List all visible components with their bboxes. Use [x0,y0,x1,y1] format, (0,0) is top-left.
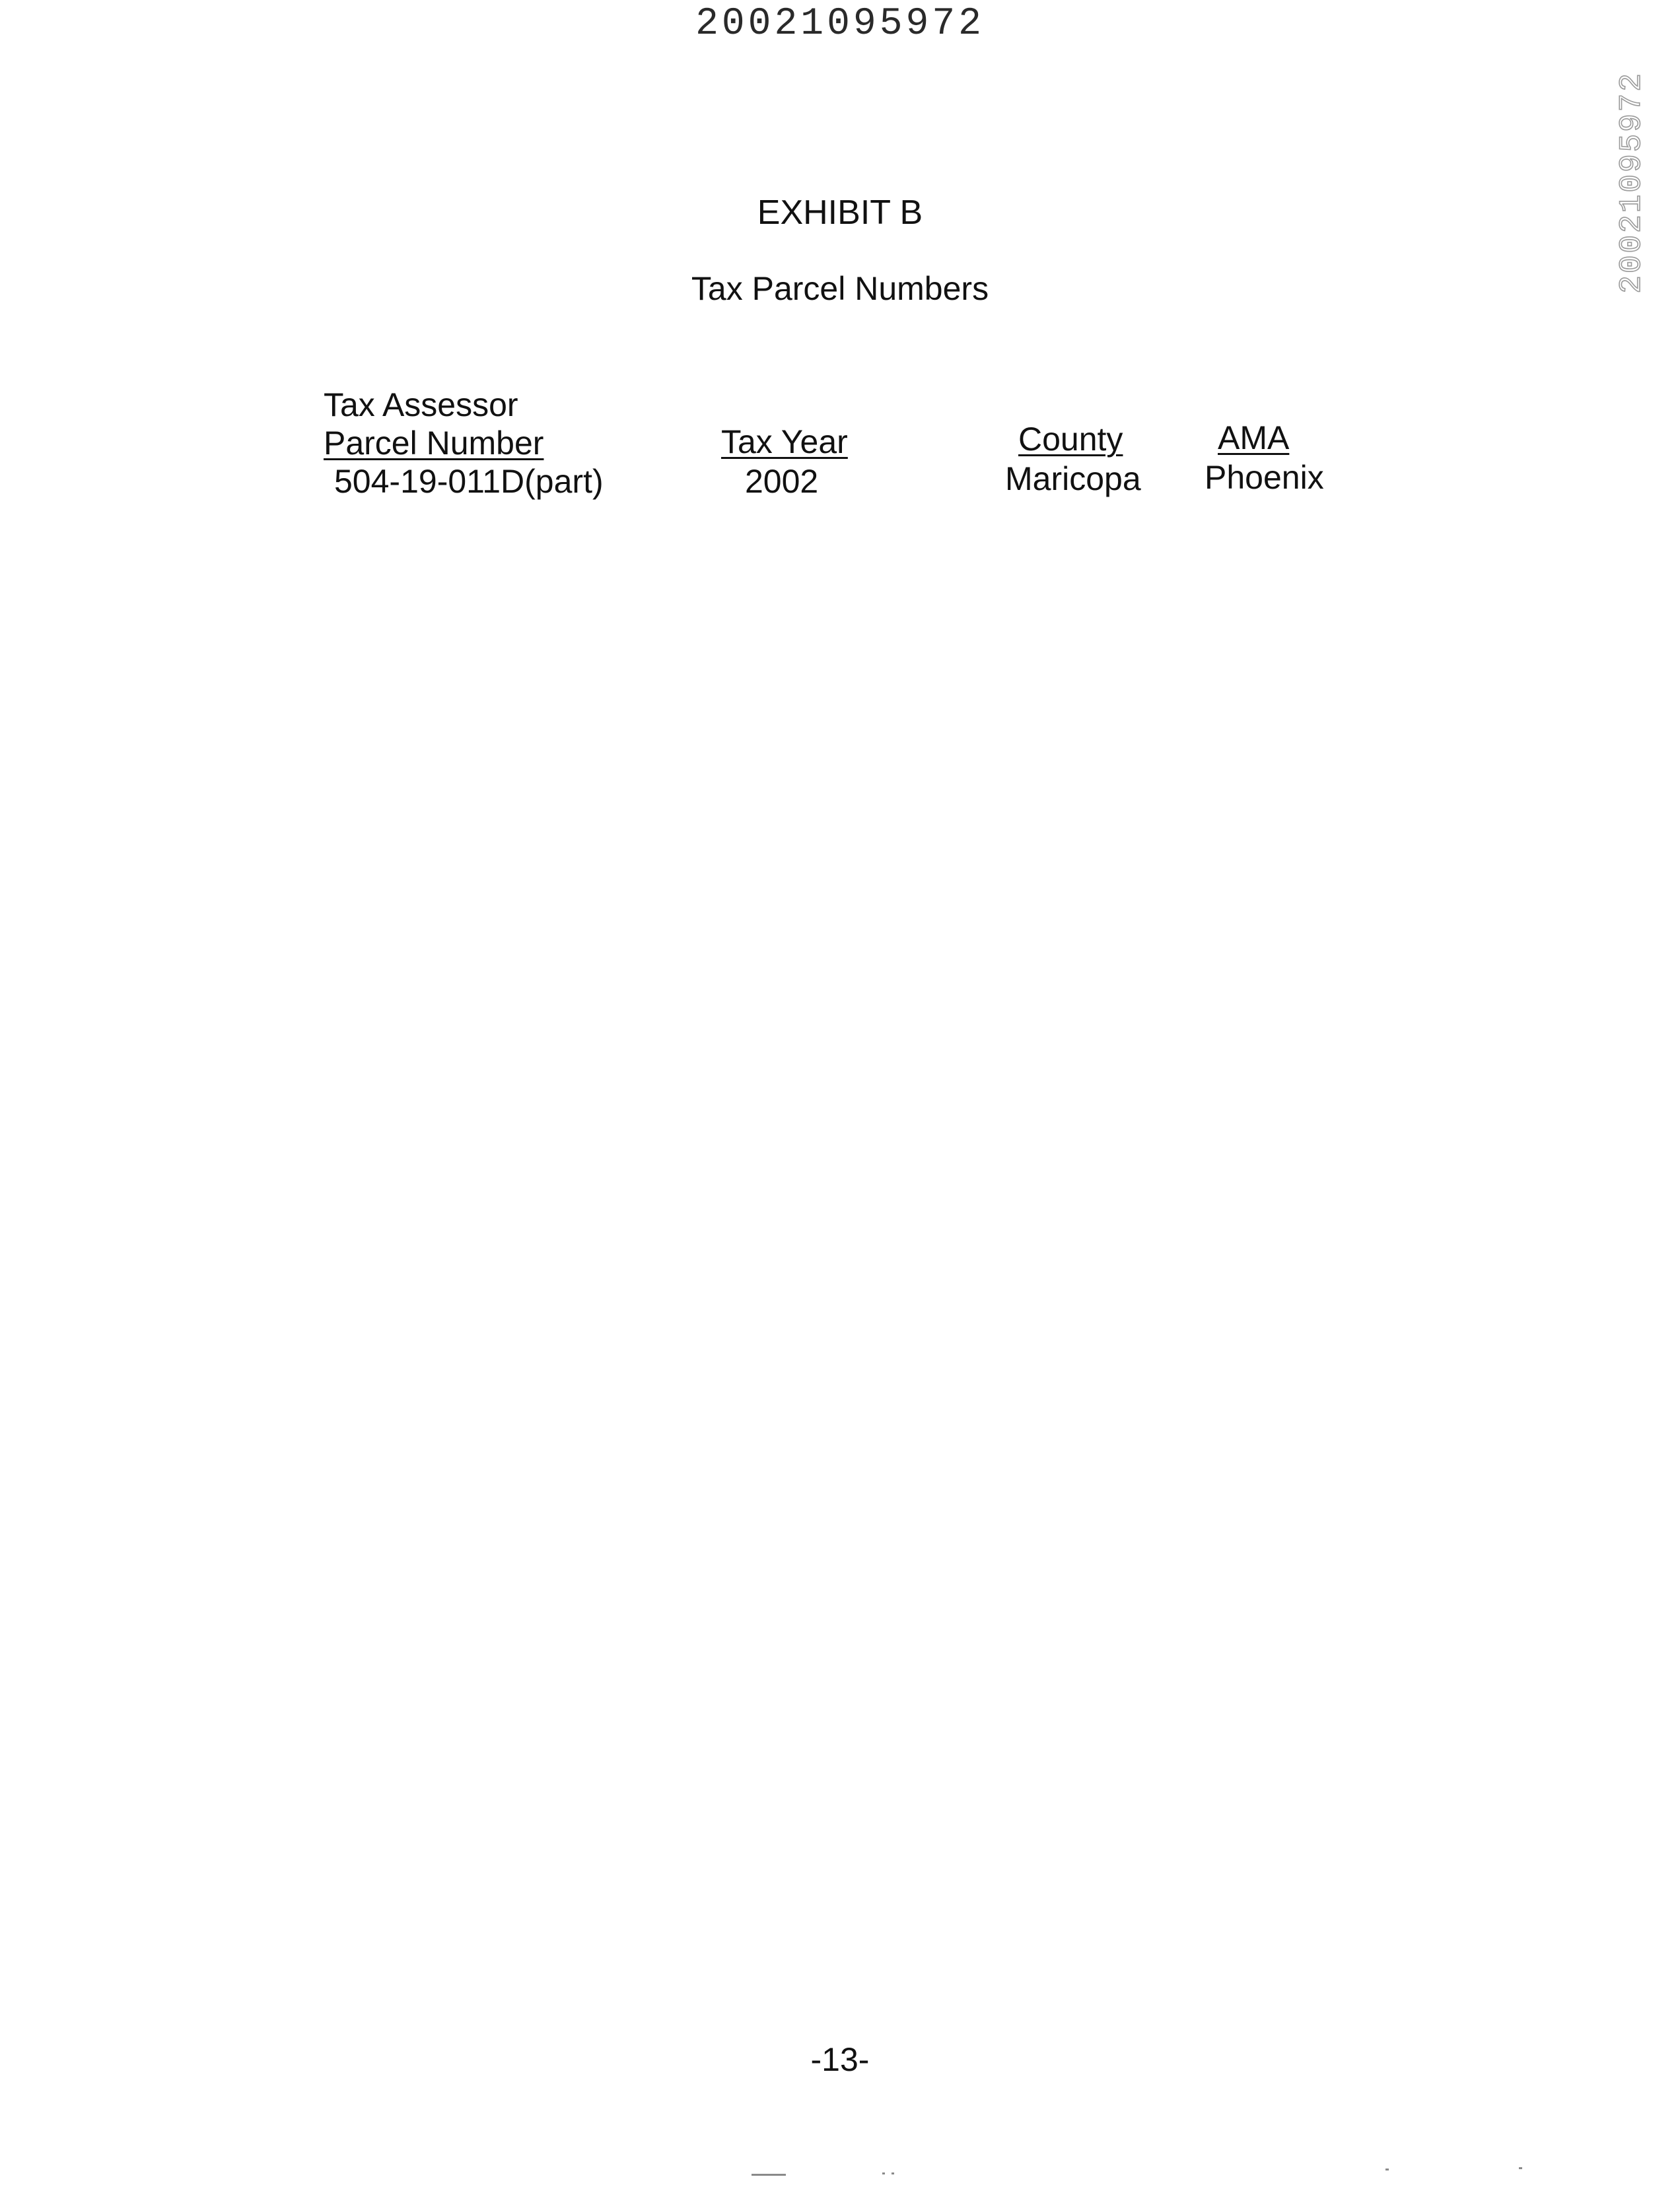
side-recording-stamp [1615,71,1649,294]
cell-county: Maricopa [1005,460,1141,497]
side-recording-stamp-text: 20021095972 [1615,71,1649,294]
scan-artifact [892,2172,894,2174]
header-tax-year: Tax Year [721,423,848,460]
scan-artifact [1519,2167,1522,2169]
scan-artifact [1385,2169,1389,2170]
header-county: County [1018,421,1123,458]
scan-artifact [882,2172,885,2174]
header-parcel-line1: Tax Assessor [324,386,518,423]
exhibit-title: EXHIBIT B [757,193,923,232]
cell-parcel-number: 504-19-011D(part) [334,463,604,500]
page-number: -13- [810,2041,870,2078]
cell-ama: Phoenix [1205,459,1324,496]
header-parcel-number: Parcel Number [324,425,544,462]
exhibit-subtitle: Tax Parcel Numbers [691,270,989,307]
recording-number: 20021095972 [695,3,985,46]
cell-tax-year: 2002 [745,463,819,500]
scan-artifact [752,2174,786,2176]
header-ama: AMA [1218,419,1290,456]
